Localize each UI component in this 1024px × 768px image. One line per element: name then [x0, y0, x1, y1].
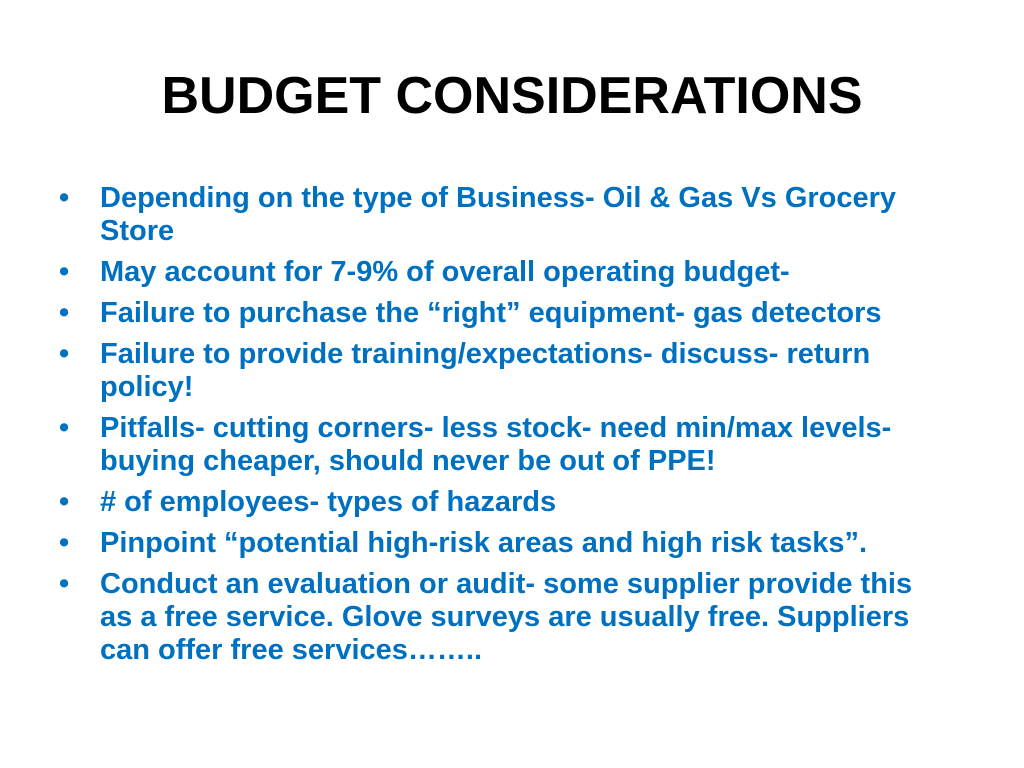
bullet-marker: •: [59, 568, 70, 600]
bullet-marker: •: [59, 486, 70, 518]
bullet-text: Pinpoint “potential high-risk areas and high risk tasks”.: [100, 527, 868, 559]
bullet-item: [0, 338, 930, 404]
bullet-item: [0, 486, 930, 519]
bullet-text: Conduct an evaluation or audit- some supplier provide this as a free service. Glove surveys are usually free. Suppliers can offer free services……..: [100, 568, 913, 666]
bullet-marker: •: [59, 256, 70, 288]
bullet-item: [0, 182, 930, 248]
bullet-marker: •: [59, 338, 70, 370]
bullet-marker: •: [59, 527, 70, 559]
bullet-text: Depending on the type of Business- Oil & Gas Vs Grocery Store: [100, 182, 897, 247]
bullet-text: May account for 7-9% of overall operating budget-: [100, 256, 790, 288]
bullet-text: Pitfalls- cutting corners- less stock- need min/max levels- buying cheaper, should never be out of PPE!: [100, 412, 892, 477]
bullet-text: Failure to provide training/expectations- discuss- return policy!: [100, 338, 871, 403]
bullet-text: # of employees- types of hazards: [100, 486, 557, 518]
bullet-item: [0, 256, 930, 289]
bullet-marker: •: [59, 412, 70, 444]
bullet-item: [0, 297, 930, 330]
bullet-marker: •: [59, 182, 70, 214]
bullet-text: Failure to purchase the “right” equipment- gas detectors: [100, 297, 882, 329]
slide-title: BUDGET CONSIDERATIONS: [161, 67, 863, 125]
bullet-item: [0, 568, 930, 667]
bullet-marker: •: [59, 297, 70, 329]
bullet-list: [0, 182, 1024, 675]
bullet-item: [0, 527, 930, 560]
bullet-item: [0, 412, 930, 478]
